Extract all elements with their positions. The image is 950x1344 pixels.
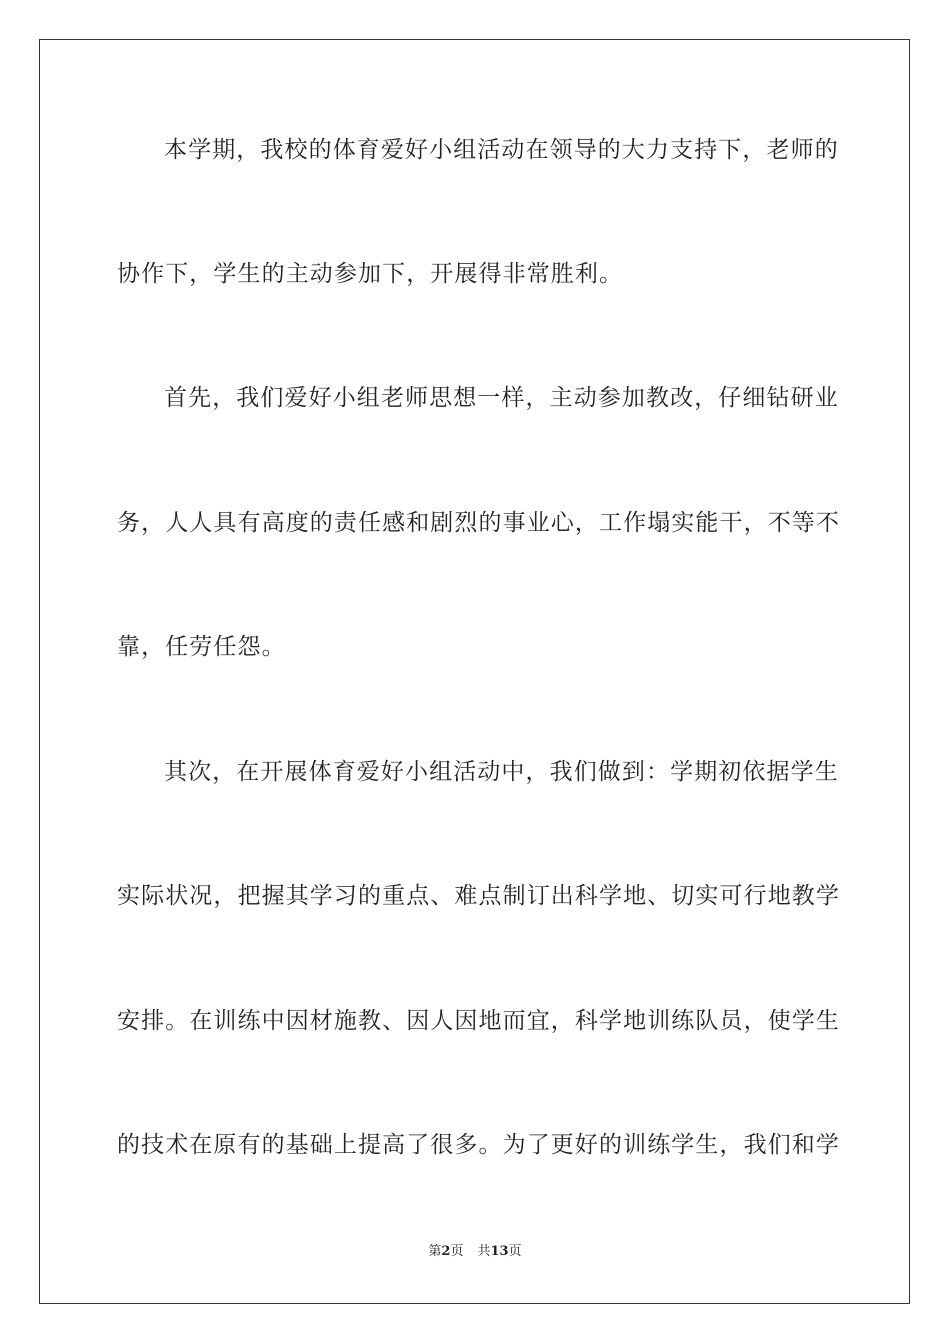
total-unit: 页 bbox=[508, 1244, 522, 1259]
paragraph-line: 实际状况，把握其学习的重点、难点制订出科学地、切实可行地教学 bbox=[117, 883, 840, 909]
paragraph-line: 务，人人具有高度的责任感和剧烈的事业心，工作塌实能干，不等不 bbox=[117, 510, 840, 536]
paragraph-line: 协作下，学生的主动参加下，开展得非常胜利。 bbox=[117, 261, 624, 287]
paragraph-line: 首先，我们爱好小组老师思想一样，主动参加教改，仔细钻研业 bbox=[164, 385, 839, 411]
paragraph-line: 的技术在原有的基础上提高了很多。为了更好的训练学生，我们和学 bbox=[117, 1132, 840, 1158]
total-pages: 13 bbox=[490, 1244, 509, 1259]
paragraph-line: 其次，在开展体育爱好小组活动中，我们做到：学期初依据学生 bbox=[164, 759, 839, 785]
paragraph-line: 安排。在训练中因材施教、因人因地而宜，科学地训练队员，使学生 bbox=[117, 1008, 840, 1034]
paragraph-line: 靠，任劳任怨。 bbox=[117, 634, 286, 660]
total-prefix: 共 bbox=[477, 1244, 491, 1259]
page-number: 2 bbox=[441, 1244, 451, 1259]
page-footer bbox=[0, 1244, 950, 1260]
paragraph-line: 本学期，我校的体育爱好小组活动在领导的大力支持下，老师的 bbox=[164, 137, 839, 163]
page-unit: 页 bbox=[450, 1244, 464, 1259]
page-prefix: 第 bbox=[428, 1244, 442, 1259]
page-border bbox=[39, 39, 910, 1304]
